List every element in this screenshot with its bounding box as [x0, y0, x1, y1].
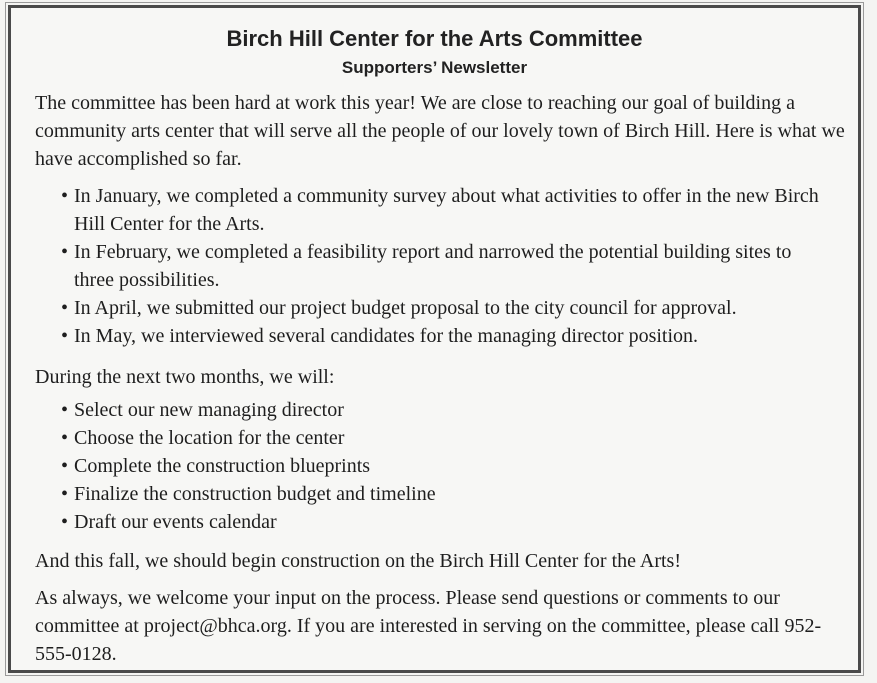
- list-item: • Finalize the construction budget and timeline: [35, 480, 845, 508]
- list-item: • In January, we completed a community survey about what activities to offer in the new Birch Hill Center for the Arts.: [35, 182, 834, 238]
- list-item: • Complete the construction blueprints: [35, 452, 845, 480]
- next-steps-list: [35, 396, 845, 536]
- next-steps-intro: During the next two months, we will:: [35, 366, 335, 388]
- newsletter-subtitle: Supporters’ Newsletter: [341, 58, 528, 77]
- list-item: • Choose the location for the center: [35, 424, 845, 452]
- newsletter-frame: [8, 5, 861, 673]
- list-item: • In April, we submitted our project budget proposal to the city council for approval.: [35, 294, 877, 322]
- list-item: • Draft our events calendar: [35, 508, 845, 536]
- list-item: • Select our new managing director: [35, 396, 845, 424]
- newsletter-title: Birch Hill Center for the Arts Committee: [226, 26, 643, 51]
- closing-paragraph: As always, we welcome your input on the process. Please send questions or comments to our committee at project@bhca.org. If you are interested in serving on the committee, please call 952-555-0128.: [35, 587, 822, 665]
- fall-paragraph: And this fall, we should begin construction on the Birch Hill Center for the Arts!: [35, 550, 681, 572]
- intro-paragraph: The committee has been hard at work this year! We are close to reaching our goal of building a community arts center that will serve all the people of our lovely town of Birch Hill. Here is what we have accomplished so far.: [35, 92, 845, 170]
- list-item: • In February, we completed a feasibility report and narrowed the potential building sites to three possibilities.: [35, 238, 834, 294]
- accomplishments-list: [35, 182, 845, 350]
- list-item: • In May, we interviewed several candidates for the managing director position.: [35, 322, 834, 350]
